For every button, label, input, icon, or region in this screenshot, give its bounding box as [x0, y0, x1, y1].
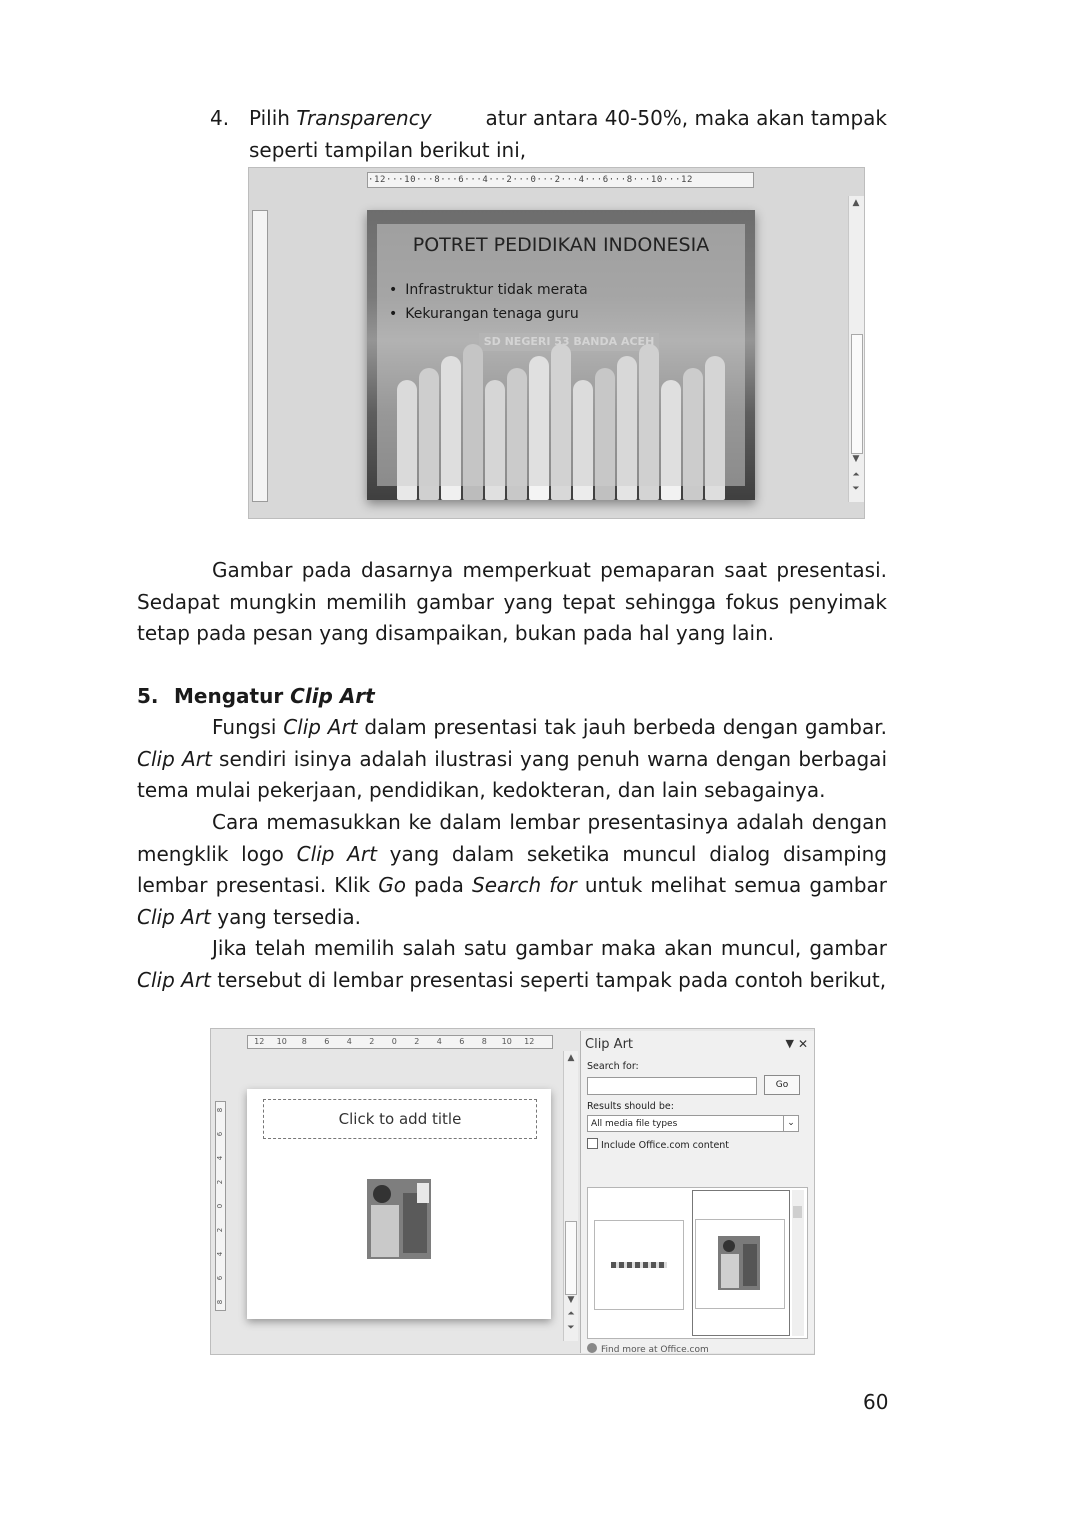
include-office-checkbox[interactable]: [587, 1138, 729, 1151]
globe-icon: [587, 1343, 597, 1353]
ruler-tick: 6: [459, 1037, 465, 1046]
bullet-item: • Kekurangan tenaga guru: [389, 302, 588, 326]
go-button[interactable]: Go: [764, 1075, 800, 1095]
slide-canvas: [247, 1089, 551, 1319]
results-label: Results should be:: [587, 1101, 674, 1112]
transparent-overlay: [377, 224, 745, 486]
vertical-ruler: [252, 210, 268, 502]
pane-options-icon[interactable]: ▼: [785, 1037, 794, 1050]
clipart-task-pane: [580, 1031, 814, 1353]
vertical-scrollbar[interactable]: [848, 196, 864, 502]
vertical-scrollbar[interactable]: [563, 1051, 578, 1341]
ruler-tick: 8: [216, 1299, 225, 1305]
scroll-up-icon[interactable]: ▲: [567, 1053, 575, 1063]
paragraph-cara: Cara memasukkan ke dalam lembar presentasinya adalah dengan mengklik logo Clip Art yang dalam seketika muncul dialog disamping lembar presentasi. Klik Go pada Search for untuk melihat semua gambar Clip Art yang tersedia.: [137, 810, 888, 929]
ruler-tick: 10: [276, 1037, 287, 1046]
vertical-ruler: [215, 1101, 226, 1311]
horizontal-ruler: [247, 1035, 553, 1049]
ruler-tick: 10: [501, 1037, 512, 1046]
ruler-tick: 2: [369, 1037, 375, 1046]
ruler-tick: 6: [216, 1131, 225, 1137]
clipart-screenshot: [210, 1028, 815, 1355]
search-label: Search for:: [587, 1061, 639, 1072]
panel-title: Clip Art: [585, 1037, 634, 1052]
title-placeholder[interactable]: Click to add title: [263, 1099, 537, 1139]
ruler-tick: 4: [436, 1037, 442, 1046]
prev-slide-icon[interactable]: ⏶: [852, 470, 860, 480]
clipart-image[interactable]: [367, 1179, 431, 1259]
paragraph-gambar: Gambar pada dasarnya memperkuat pemaparan saat presentasi. Sedapat mungkin memilih gambar yang tepat sehingga fokus penyimak tetap pada pesan yang disampaikan, bukan pada hal yang lain.: [137, 558, 887, 645]
transparency-screenshot: [248, 167, 865, 519]
result-thumbnail-selected[interactable]: [692, 1190, 790, 1336]
step4-line2: seperti tampilan berikut ini,: [249, 138, 527, 162]
include-office-label: Include Office.com content: [601, 1140, 730, 1151]
scroll-down-icon[interactable]: ▼: [567, 1295, 575, 1305]
ruler-tick: 12: [254, 1037, 265, 1046]
results-scrollbar[interactable]: [792, 1190, 804, 1336]
ruler-tick: 6: [216, 1275, 225, 1281]
results-gallery: [587, 1187, 808, 1339]
media-type-value: All media file types: [591, 1119, 678, 1129]
scroll-thumb[interactable]: [565, 1221, 577, 1295]
prev-slide-icon[interactable]: ⏶: [567, 1309, 575, 1319]
checkbox-icon[interactable]: [587, 1138, 598, 1149]
ruler-tick: 4: [216, 1251, 225, 1257]
paragraph-fungsi: Fungsi Clip Art dalam presentasi tak jauh berbeda dengan gambar. Clip Art sendiri isinya adalah ilustrasi yang penuh warna dengan berbagai tema mulai pekerjaan, pendidikan, kedokteran, dan lain sebagainya.: [137, 715, 887, 802]
ruler-tick: 4: [346, 1037, 352, 1046]
horizontal-ruler: ·12···10···8···6···4···2···0···2···4···6···8···10···12: [367, 172, 754, 188]
step4-number: 4.: [210, 106, 230, 130]
next-slide-icon[interactable]: ⏷: [567, 1323, 575, 1333]
bullet-item: • Infrastruktur tidak merata: [389, 278, 588, 302]
ruler-tick: 12: [524, 1037, 535, 1046]
slide-title: POTRET PEDIDIKAN INDONESIA: [412, 234, 710, 256]
paragraph-jika: Jika telah memilih salah satu gambar maka akan muncul, gambar Clip Art tersebut di lembar presentasi seperti tampak pada contoh berikut,: [137, 936, 887, 992]
scroll-up-icon[interactable]: ▲: [852, 198, 860, 208]
close-icon[interactable]: ✕: [797, 1037, 808, 1051]
ruler-tick: 0: [216, 1203, 225, 1209]
media-type-select[interactable]: [587, 1115, 799, 1132]
next-slide-icon[interactable]: ⏷: [852, 484, 860, 494]
slide-preview: [367, 210, 755, 500]
chevron-down-icon[interactable]: ⌄: [783, 1116, 798, 1131]
ruler-tick: 6: [324, 1037, 330, 1046]
ruler-tick: 8: [216, 1107, 225, 1113]
search-input[interactable]: [587, 1077, 757, 1095]
slide-bullets: [389, 278, 588, 326]
ruler-tick: 0: [391, 1037, 397, 1046]
page-number: 60: [863, 1390, 889, 1414]
ruler-tick: 2: [414, 1037, 420, 1046]
scroll-thumb[interactable]: [851, 334, 863, 454]
scroll-down-icon[interactable]: ▼: [852, 454, 860, 464]
ruler-tick: 4: [216, 1155, 225, 1161]
ruler-tick: 8: [301, 1037, 307, 1046]
result-thumbnail[interactable]: [594, 1220, 684, 1310]
step4-line1: Pilih Transparency atur antara 40-50%, maka akan tampak: [249, 106, 887, 130]
section5-title: Mengatur Clip Art: [174, 684, 375, 708]
section5-number: 5.: [137, 684, 159, 708]
ruler-tick: 2: [216, 1179, 225, 1185]
ruler-tick: 8: [481, 1037, 487, 1046]
ruler-tick: 2: [216, 1227, 225, 1233]
find-more-link[interactable]: Find more at Office.com: [587, 1343, 709, 1355]
